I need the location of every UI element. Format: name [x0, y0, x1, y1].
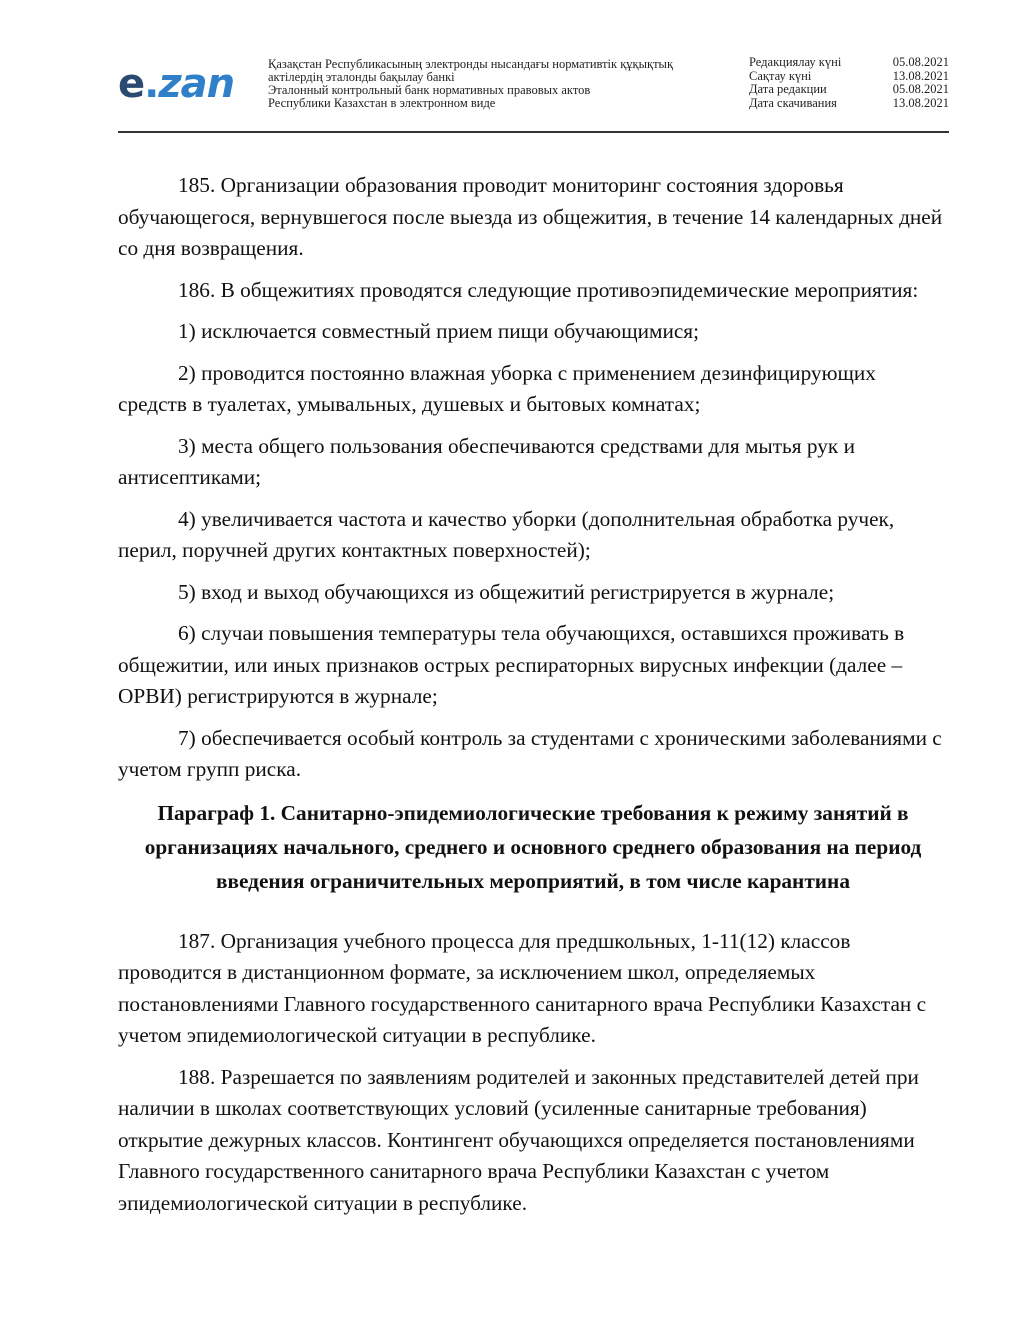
list-item-7: 7) обеспечивается особый контроль за студентами с хроническими заболеваниями с учетом групп риска.	[118, 725, 942, 781]
header-desc-line: Эталонный контрольный банк нормативных правовых актов	[268, 83, 591, 97]
header-meta	[749, 56, 949, 110]
meta-label: Редакциялау күні	[749, 55, 842, 69]
header-desc-line: Қазақстан Республикасының электронды нысандағы нормативтік құқықтық	[268, 57, 674, 71]
list-item-2: 2) проводится постоянно влажная уборка с применением дезинфицирующих средств в туалетах, умывальных, душевых и бытовых комнатах;	[118, 360, 876, 416]
document-body	[118, 170, 948, 1229]
logo-prefix: e	[118, 61, 145, 107]
meta-label: Сақтау күні	[749, 68, 812, 83]
document-header	[118, 54, 949, 132]
meta-row	[749, 83, 949, 97]
ezan-logo	[118, 62, 234, 106]
logo-suffix: zan	[158, 61, 235, 107]
header-divider	[118, 131, 949, 133]
list-item-4: 4) увеличивается частота и качество уборки (дополнительная обработка ручек, перил, поручней других контактных поверхностей);	[118, 506, 895, 562]
header-description	[268, 58, 718, 110]
meta-value: 05.08.2021	[892, 82, 949, 96]
meta-row	[749, 97, 949, 111]
section-heading: Параграф 1. Санитарно-эпидемиологические требования к режиму занятий в организациях начального, среднего и основного среднего образования на период введения ограничительных мероприятий, в том числе карантина	[144, 800, 922, 893]
meta-row	[749, 56, 949, 70]
meta-label: Дата скачивания	[749, 95, 837, 110]
header-desc-line: Республики Казахстан в электронном виде	[268, 96, 496, 110]
paragraph-188: 188. Разрешается по заявлениям родителей и законных представителей детей при наличии в школах соответствующих условий (усиленные санитарные требования) открытие дежурных классов. Контингент обучающихся определяется постановлениями Главного государственного санитарного врача Республики Казахстан с учетом эпидемиологической ситуации в республике.	[118, 1064, 919, 1215]
paragraph-187: 187. Организация учебного процесса для предшкольных, 1-11(12) классов проводится в дистанционном формате, за исключением школ, определяемых постановлениями Главного государственного санитарного врача Республики Казахстан с учетом эпидемиологической ситуации в республике.	[118, 928, 927, 1047]
list-item-1: 1) исключается совместный прием пищи обучающимися;	[178, 319, 700, 343]
list-item-3: 3) места общего пользования обеспечиваются средствами для мытья рук и антисептиками;	[118, 433, 855, 489]
logo-dot: .	[144, 61, 159, 107]
paragraph-186: 186. В общежитиях проводятся следующие противоэпидемические мероприятия:	[178, 277, 919, 302]
meta-value: 05.08.2021	[892, 55, 949, 69]
meta-value: 13.08.2021	[892, 68, 949, 83]
list-item-5: 5) вход и выход обучающихся из общежитий регистрируется в журнале;	[178, 579, 835, 604]
header-desc-line: актілердің эталонды бақылау банкі	[268, 70, 455, 84]
meta-value: 13.08.2021	[892, 95, 949, 110]
meta-row	[749, 70, 949, 84]
meta-label: Дата редакции	[749, 82, 827, 96]
list-item-6: 6) случаи повышения температуры тела обучающихся, оставшихся проживать в общежитии, или иных признаков острых респираторных вирусных инфекции (далее – ОРВИ) регистрируются в журнале;	[118, 621, 905, 708]
paragraph-185: 185. Организации образования проводит мониторинг состояния здоровья обучающегося, вернувшегося после выезда из общежития, в течение 14 календарных дней со дня возвращения.	[118, 173, 943, 260]
